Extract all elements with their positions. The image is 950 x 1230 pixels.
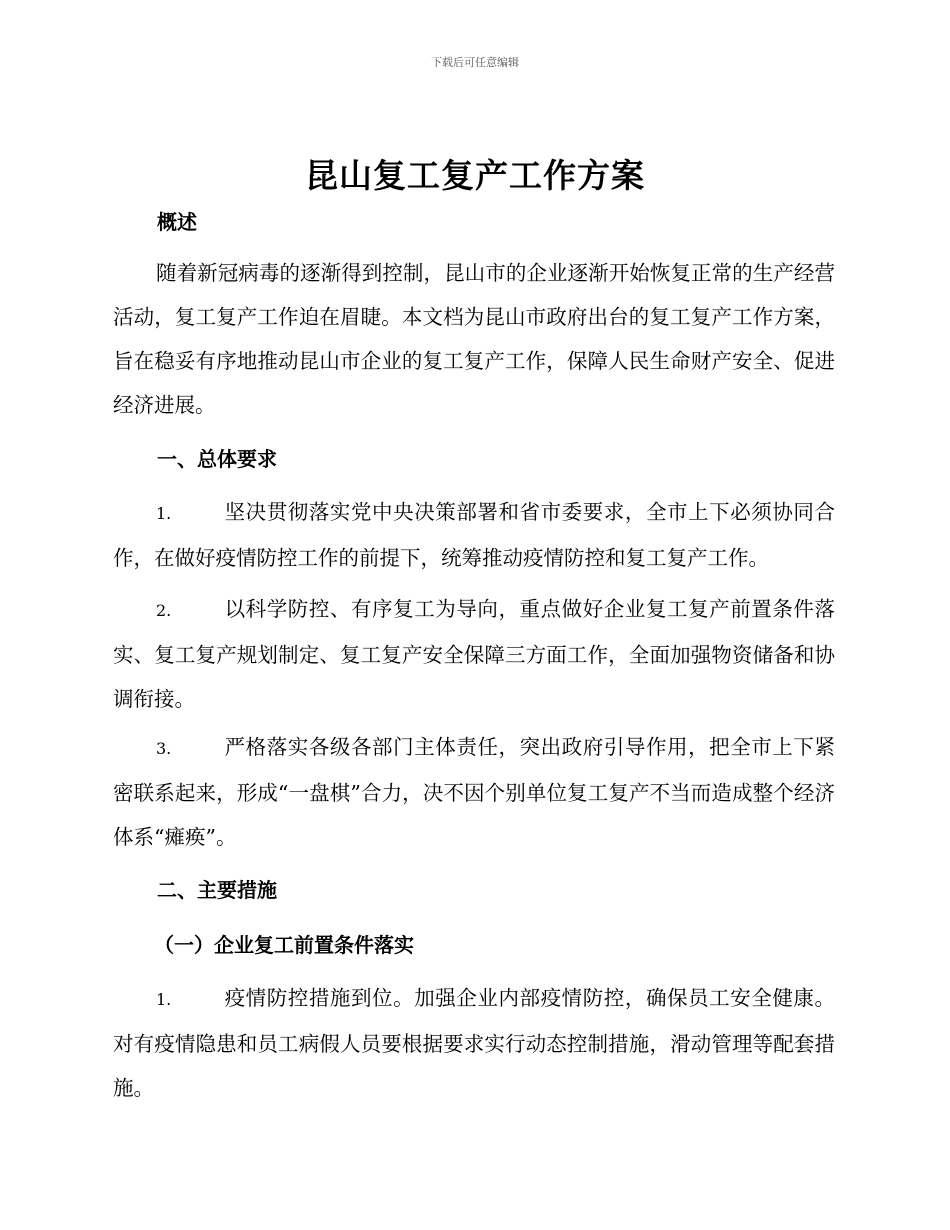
list-item bbox=[113, 976, 835, 1110]
list-item bbox=[113, 490, 835, 580]
overview-paragraph: 随着新冠病毒的逐渐得到控制，昆山市的企业逐渐开始恢复正常的生产经营活动，复工复产工作迫在眉睫。本文档为昆山市政府出台的复工复产工作方案，旨在稳妥有序地推动昆山市企业的复工复产工作，保障人民生命财产安全、促进经济进展。 bbox=[113, 261, 835, 417]
list-item-number: 1. bbox=[156, 504, 172, 523]
list-item-number: 2. bbox=[156, 601, 172, 620]
list-item-text: 坚决贯彻落实党中央决策部署和省市委要求，全市上下必须协同合作，在做好疫情防控工作的前提下，统筹推动疫情防控和复工复产工作。 bbox=[113, 500, 835, 570]
document-title: 昆山复工复产工作方案 bbox=[305, 156, 645, 195]
section-heading-general-requirements: 一、总体要求 bbox=[157, 447, 277, 471]
section-heading-main-measures: 二、主要措施 bbox=[157, 878, 277, 902]
list-item-number: 3. bbox=[156, 739, 172, 758]
list-item-number: 1. bbox=[156, 990, 172, 1009]
list-item-text: 严格落实各级各部门主体责任，突出政府引导作用，把全市上下紧密联系起来，形成“一盘棋”合力，决不因个别单位复工复产不当而造成整个经济体系“瘫痪”。 bbox=[113, 735, 835, 849]
list-item-text: 以科学防控、有序复工为导向，重点做好企业复工复产前置条件落实、复工复产规划制定、复工复产安全保障三方面工作，全面加强物资储备和协调衔接。 bbox=[113, 597, 835, 711]
list-item bbox=[113, 587, 835, 721]
list-item bbox=[113, 725, 835, 859]
page-header-note: 下载后可任意编辑 bbox=[431, 56, 519, 69]
overview-heading: 概述 bbox=[157, 210, 197, 234]
subsection-heading: （一）企业复工前置条件落实 bbox=[154, 933, 414, 957]
list-item-text: 疫情防控措施到位。加强企业内部疫情防控，确保员工安全健康。对有疫情隐患和员工病假人员要根据要求实行动态控制措施，滑动管理等配套措施。 bbox=[113, 986, 835, 1100]
